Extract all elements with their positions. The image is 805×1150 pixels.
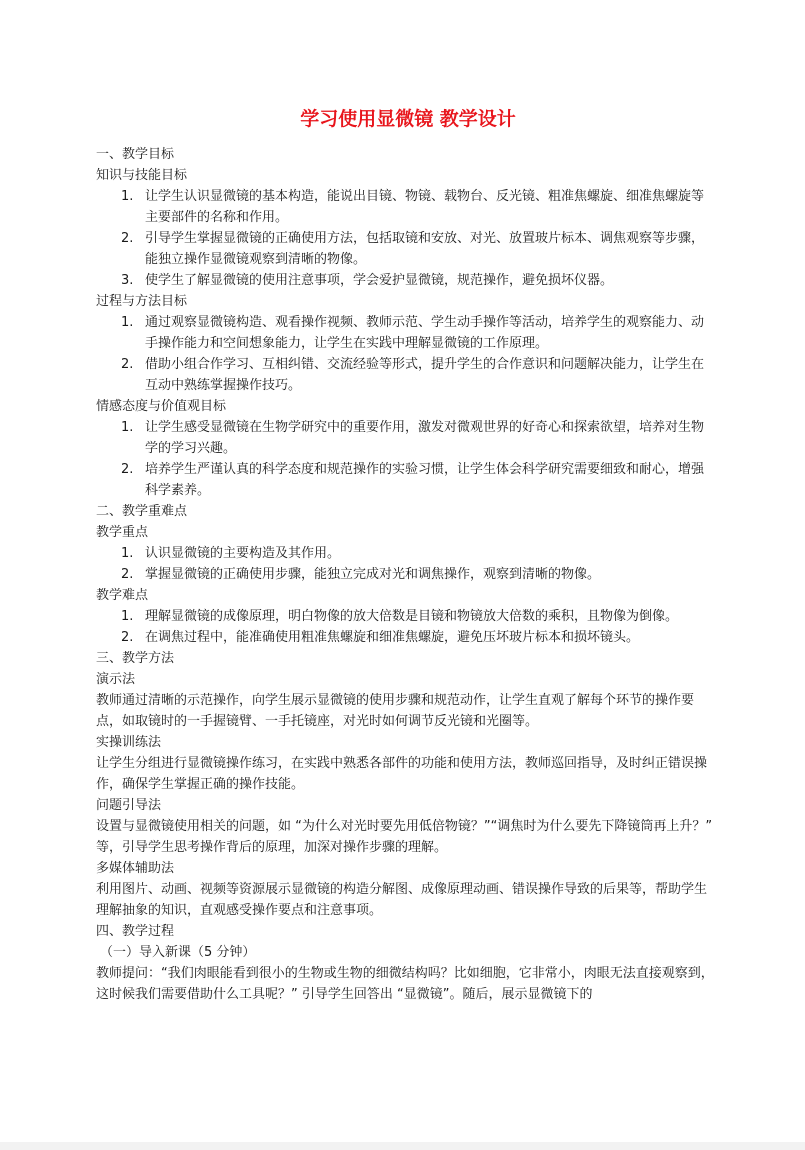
section-heading: 三、教学方法 <box>96 651 175 666</box>
list-item: 2. 掌握显微镜的正确使用步骤，能独立完成对光和调焦操作，观察到清晰的物像。 <box>121 567 601 582</box>
method-paragraph: 设置与显微镜使用相关的问题，如 “为什么对光时要先用低倍物镜？”“调焦时为什么要先下降镜筒再上升？” 等，引导学生思考操作背后的原理，加深对操作步骤的理解。 <box>96 819 713 855</box>
method-paragraph: 让学生分组进行显微镜操作练习，在实践中熟悉各部件的功能和使用方法，教师巡回指导，及时纠正错误操作，确保学生掌握正确的操作技能。 <box>96 756 708 792</box>
method-heading: 实操训练法 <box>96 735 162 750</box>
method-paragraph: 利用图片、动画、视频等资源展示显微镜的构造分解图、成像原理动画、错误操作导致的后果等，帮助学生理解抽象的知识，直观感受操作要点和注意事项。 <box>96 882 708 918</box>
knowledge-goals-list <box>96 186 716 291</box>
key-points-list <box>96 543 716 585</box>
difficult-points-list <box>96 606 716 648</box>
method-heading: 演示法 <box>96 672 136 687</box>
document-title: 学习使用显微镜 教学设计 <box>300 108 516 130</box>
list-item: 1. 让学生感受显微镜在生物学研究中的重要作用，激发对微观世界的好奇心和探索欲望，培养对生物学的学习兴趣。 <box>121 420 705 456</box>
method-paragraph: 教师通过清晰的示范操作，向学生展示显微镜的使用步骤和规范动作，让学生直观了解每个环节的操作要点，如取镜时的一手握镜臂、一手托镜座，对光时如何调节反光镜和光圈等。 <box>96 693 695 729</box>
list-item: 1. 让学生认识显微镜的基本构造，能说出目镜、物镜、载物台、反光镜、粗准焦螺旋、细准焦螺旋等主要部件的名称和作用。 <box>121 189 705 225</box>
subsection-heading: （一）导入新课（5 分钟） <box>100 945 256 960</box>
list-item: 1. 认识显微镜的主要构造及其作用。 <box>121 546 341 561</box>
list-item: 2. 引导学生掌握显微镜的正确使用方法，包括取镜和安放、对光、放置玻片标本、调焦观察等步骤，能独立操作显微镜观察到清晰的物像。 <box>121 231 705 267</box>
list-item: 2. 借助小组合作学习、互相纠错、交流经验等形式，提升学生的合作意识和问题解决能力，让学生在互动中熟练掌握操作技巧。 <box>121 357 705 393</box>
subsection-heading: 情感态度与价值观目标 <box>96 399 227 414</box>
document-content <box>96 106 716 1005</box>
list-item: 1. 通过观察显微镜构造、观看操作视频、教师示范、学生动手操作等活动，培养学生的观察能力、动手操作能力和空间想象能力，让学生在实践中理解显微镜的工作原理。 <box>121 315 705 351</box>
subsection-heading: 教学重点 <box>96 525 149 540</box>
list-item: 2. 培养学生严谨认真的科学态度和规范操作的实验习惯，让学生体会科学研究需要细致和耐心，增强科学素养。 <box>121 462 705 498</box>
subsection-heading: 过程与方法目标 <box>96 294 188 309</box>
list-item: 2. 在调焦过程中，能准确使用粗准焦螺旋和细准焦螺旋，避免压坏玻片标本和损坏镜头。 <box>121 630 640 645</box>
subsection-heading: 教学难点 <box>96 588 149 603</box>
section-heading: 二、教学重难点 <box>96 504 188 519</box>
section-heading: 一、教学目标 <box>96 147 175 162</box>
process-goals-list <box>96 312 716 396</box>
list-item: 1. 理解显微镜的成像原理，明白物像的放大倍数是目镜和物镜放大倍数的乘积，且物像为倒像。 <box>121 609 679 624</box>
attitude-goals-list <box>96 417 716 501</box>
method-heading: 问题引导法 <box>96 798 162 813</box>
method-heading: 多媒体辅助法 <box>96 861 175 876</box>
list-item: 3. 使学生了解显微镜的使用注意事项，学会爱护显微镜，规范操作，避免损坏仪器。 <box>121 273 614 288</box>
subsection-heading: 知识与技能目标 <box>96 168 188 183</box>
section-heading: 四、教学过程 <box>96 924 175 939</box>
process-paragraph: 教师提问：“我们肉眼能看到很小的生物或生物的细微结构吗？比如细胞，它非常小，肉眼无法直接观察到，这时候我们需要借助什么工具呢？” 引导学生回答出 “显微镜”。随后，展示显微镜下的 <box>96 966 714 1002</box>
